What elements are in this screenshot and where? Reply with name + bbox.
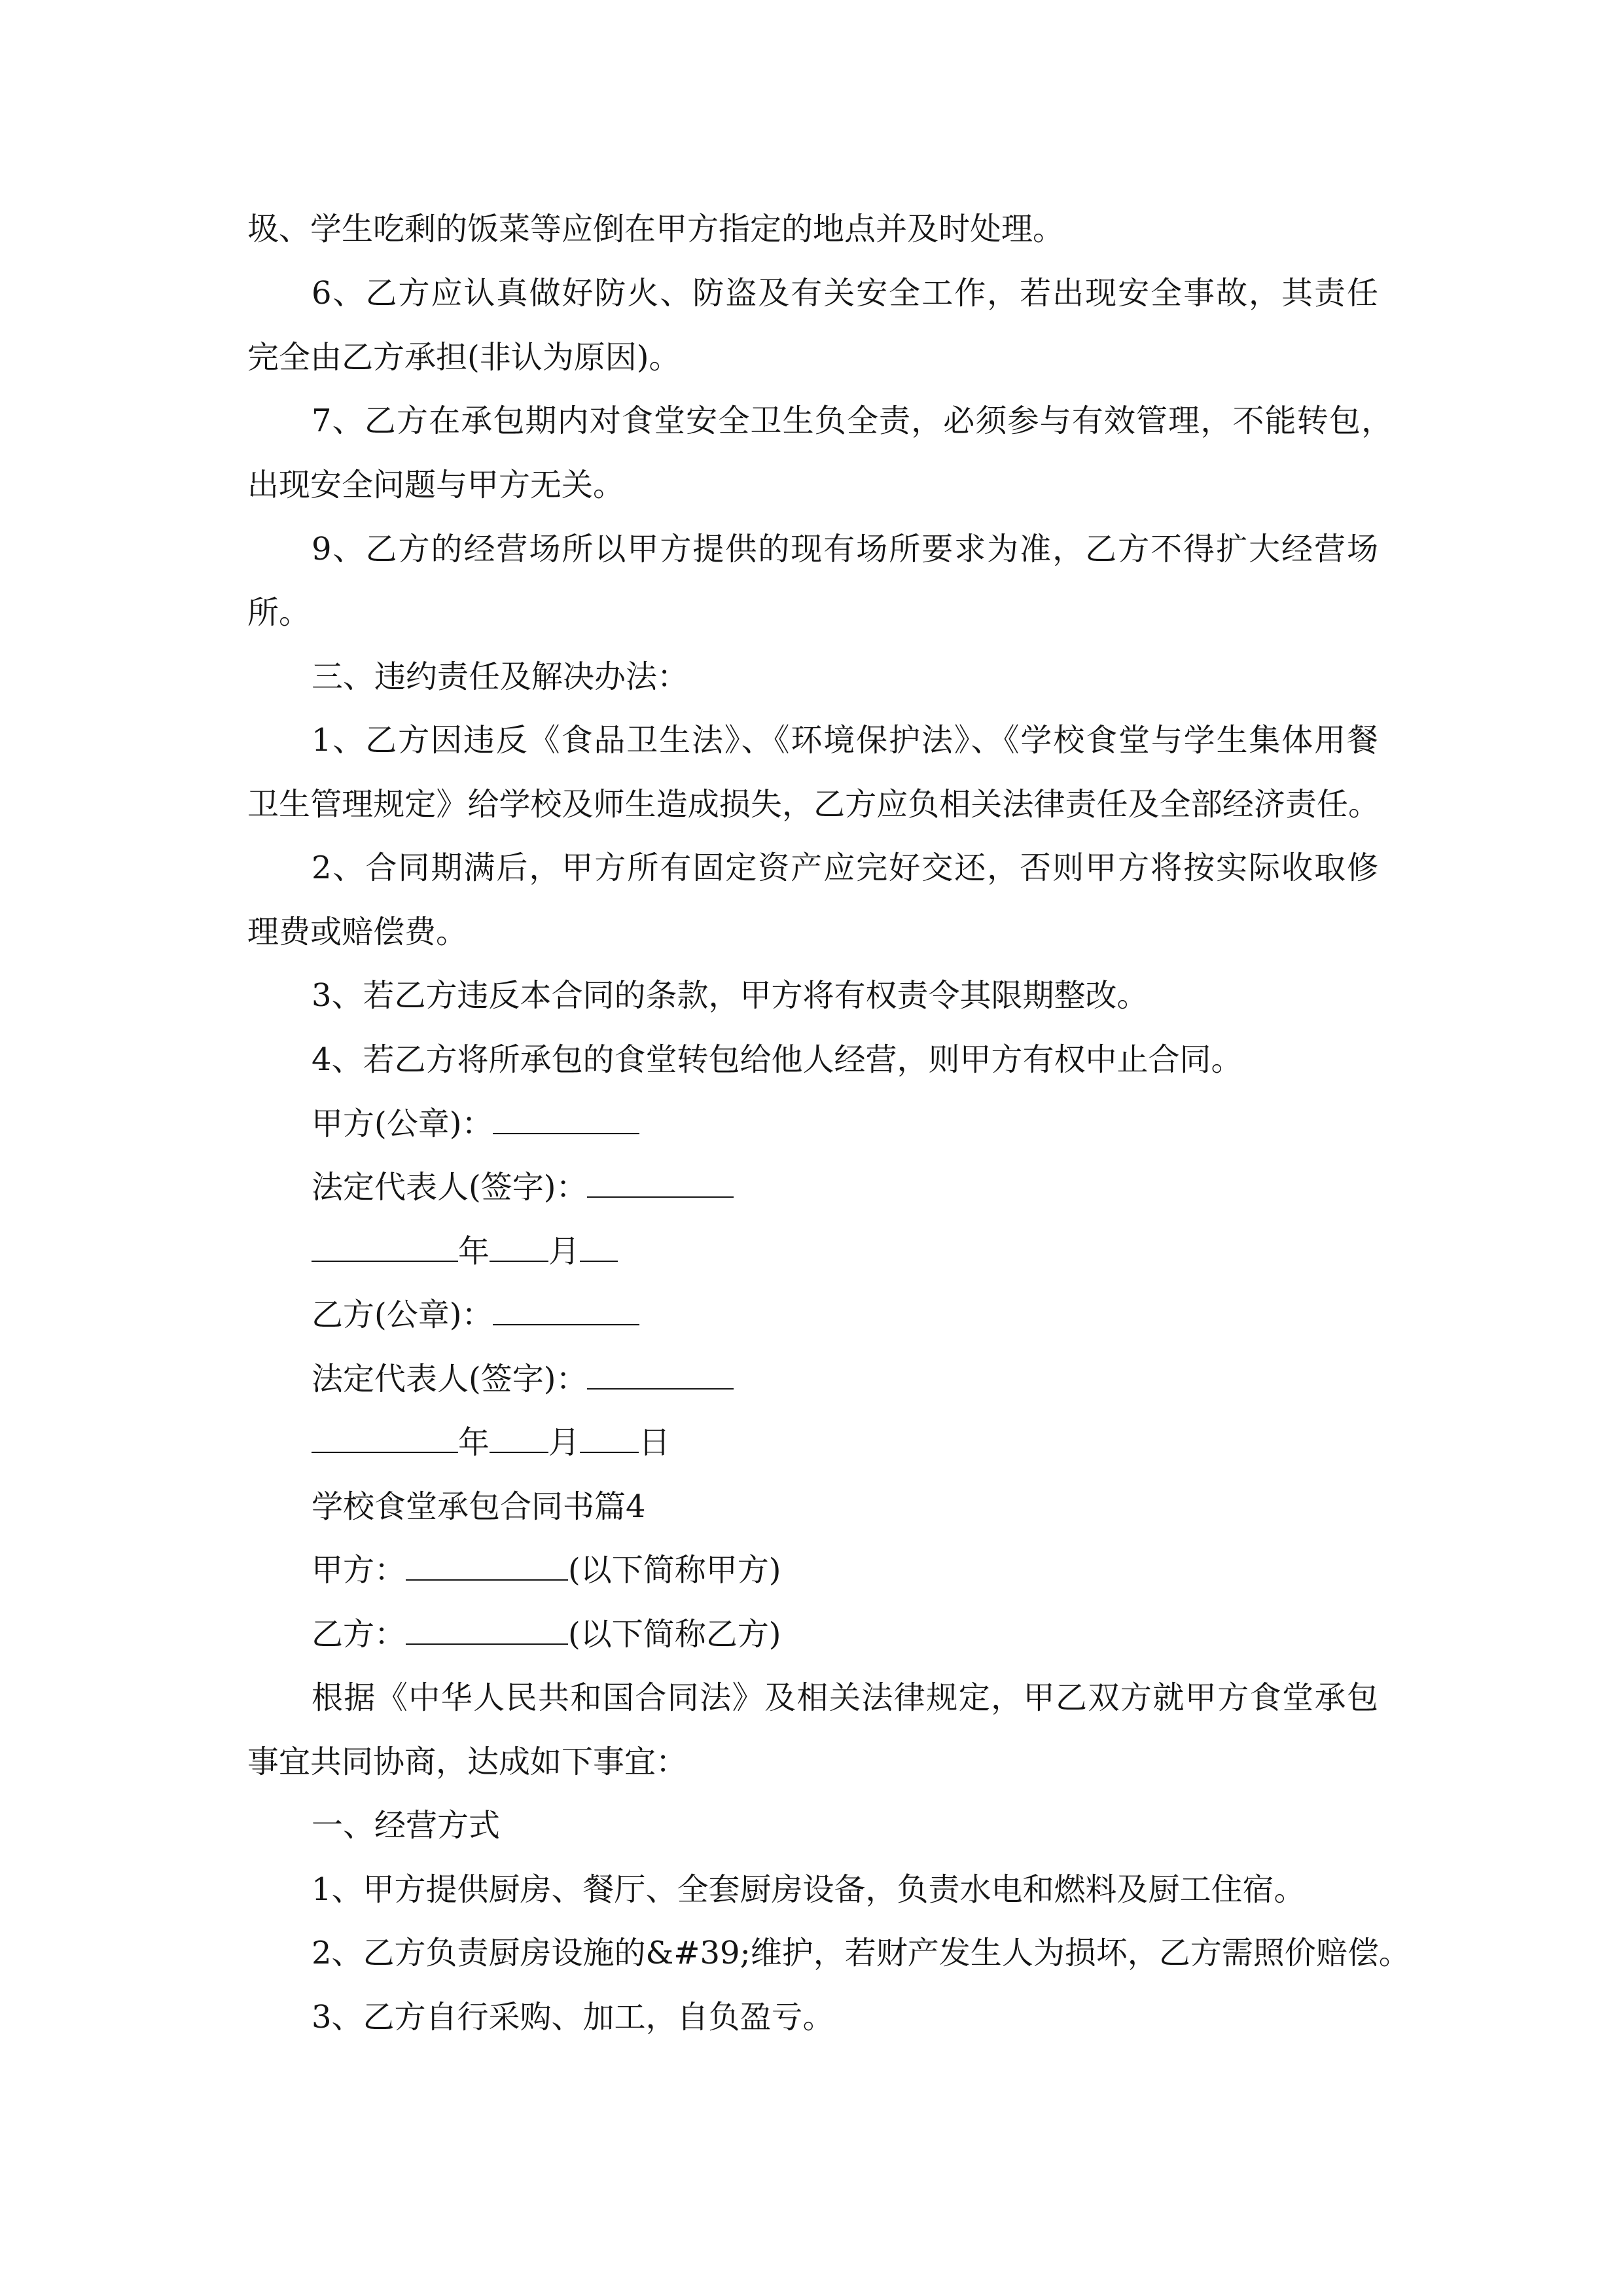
month-trailing-blank-1 xyxy=(580,1232,618,1262)
party-b-label: 乙方： xyxy=(312,1616,406,1653)
month-blank-1 xyxy=(490,1232,548,1262)
month-blank-2 xyxy=(490,1423,548,1453)
paragraph-line: 3、乙方自行采购、加工，自负盈亏。 xyxy=(312,1999,834,2036)
party-a-seal-line xyxy=(312,1104,1450,1143)
paragraph-line: 1、乙方因违反《食品卫生法》、《环境保护法》、《学校食堂与学生集体用餐 xyxy=(312,722,1378,759)
party-a-line xyxy=(312,1551,1450,1590)
year-blank-2 xyxy=(312,1423,458,1453)
paragraph-line: 出现安全问题与甲方无关。 xyxy=(247,467,625,503)
year-label-2: 年 xyxy=(458,1424,490,1461)
paragraph-line: 卫生管理规定》给学校及师生造成损失，乙方应负相关法律责任及全部经济责任。 xyxy=(247,786,1380,823)
date-line-1 xyxy=(312,1232,1450,1271)
paragraph-line: 完全由乙方承担(非认为原因)。 xyxy=(247,339,681,376)
paragraph-line: 所。 xyxy=(247,594,311,631)
section-title: 学校食堂承包合同书篇4 xyxy=(312,1488,646,1525)
date-line-2 xyxy=(312,1423,1450,1462)
party-b-note: (以下简称乙方) xyxy=(568,1616,781,1653)
legal-rep-label-1: 法定代表人(签字)： xyxy=(312,1169,588,1206)
year-label-1: 年 xyxy=(458,1233,490,1270)
paragraph-line: 6、乙方应认真做好防火、防盗及有关安全工作，若出现安全事故，其责任 xyxy=(312,275,1378,312)
paragraph-line: 2、乙方负责厨房设施的&#39;维护，若财产发生人为损坏，乙方需照价赔偿。 xyxy=(312,1935,1410,1971)
party-b-seal-line xyxy=(312,1295,1450,1335)
legal-rep-line-1 xyxy=(312,1168,1450,1207)
paragraph-line: 1、甲方提供厨房、餐厅、全套厨房设备，负责水电和燃料及厨工住宿。 xyxy=(312,1871,1306,1908)
paragraph-line: 2、合同期满后，甲方所有固定资产应完好交还，否则甲方将按实际收取修 xyxy=(312,850,1378,886)
party-b-seal-blank xyxy=(493,1295,639,1325)
paragraph-line: 4、若乙方将所承包的食堂转包给他人经营，则甲方有权中止合同。 xyxy=(312,1041,1243,1078)
month-label-1: 月 xyxy=(548,1233,580,1270)
party-a-note: (以下简称甲方) xyxy=(568,1552,781,1588)
paragraph-line: 理费或赔偿费。 xyxy=(247,914,468,950)
paragraph-line: 9、乙方的经营场所以甲方提供的现有场所要求为准，乙方不得扩大经营场 xyxy=(312,531,1378,567)
section-heading: 三、违约责任及解决办法： xyxy=(312,658,689,695)
legal-rep-blank-1 xyxy=(587,1168,734,1198)
section-heading: 一、经营方式 xyxy=(312,1807,501,1844)
party-b-seal-label: 乙方(公章)： xyxy=(312,1297,493,1333)
party-a-seal-label: 甲方(公章)： xyxy=(312,1105,493,1142)
paragraph-line: 根据《中华人民共和国合同法》及相关法律规定，甲乙双方就甲方食堂承包 xyxy=(312,1679,1378,1716)
legal-rep-line-2 xyxy=(312,1359,1450,1399)
day-label-2: 日 xyxy=(639,1424,671,1461)
paragraph-line: 事宜共同协商，达成如下事宜： xyxy=(247,1744,688,1780)
year-blank-1 xyxy=(312,1232,458,1262)
paragraph-line: 7、乙方在承包期内对食堂安全卫生负全责，必须参与有效管理，不能转包， xyxy=(312,403,1393,439)
party-b-blank xyxy=(406,1615,568,1645)
party-a-label: 甲方： xyxy=(312,1552,406,1588)
day-blank-2 xyxy=(580,1423,639,1453)
party-b-line xyxy=(312,1615,1450,1654)
party-a-seal-blank xyxy=(493,1104,639,1134)
month-label-2: 月 xyxy=(548,1424,580,1461)
party-a-blank xyxy=(406,1551,568,1581)
paragraph-line: 3、若乙方违反本合同的条款，甲方将有权责令其限期整改。 xyxy=(312,977,1149,1014)
legal-rep-label-2: 法定代表人(签字)： xyxy=(312,1361,588,1397)
paragraph-line: 圾、学生吃剩的饭菜等应倒在甲方指定的地点并及时处理。 xyxy=(247,211,1065,247)
legal-rep-blank-2 xyxy=(587,1359,734,1390)
